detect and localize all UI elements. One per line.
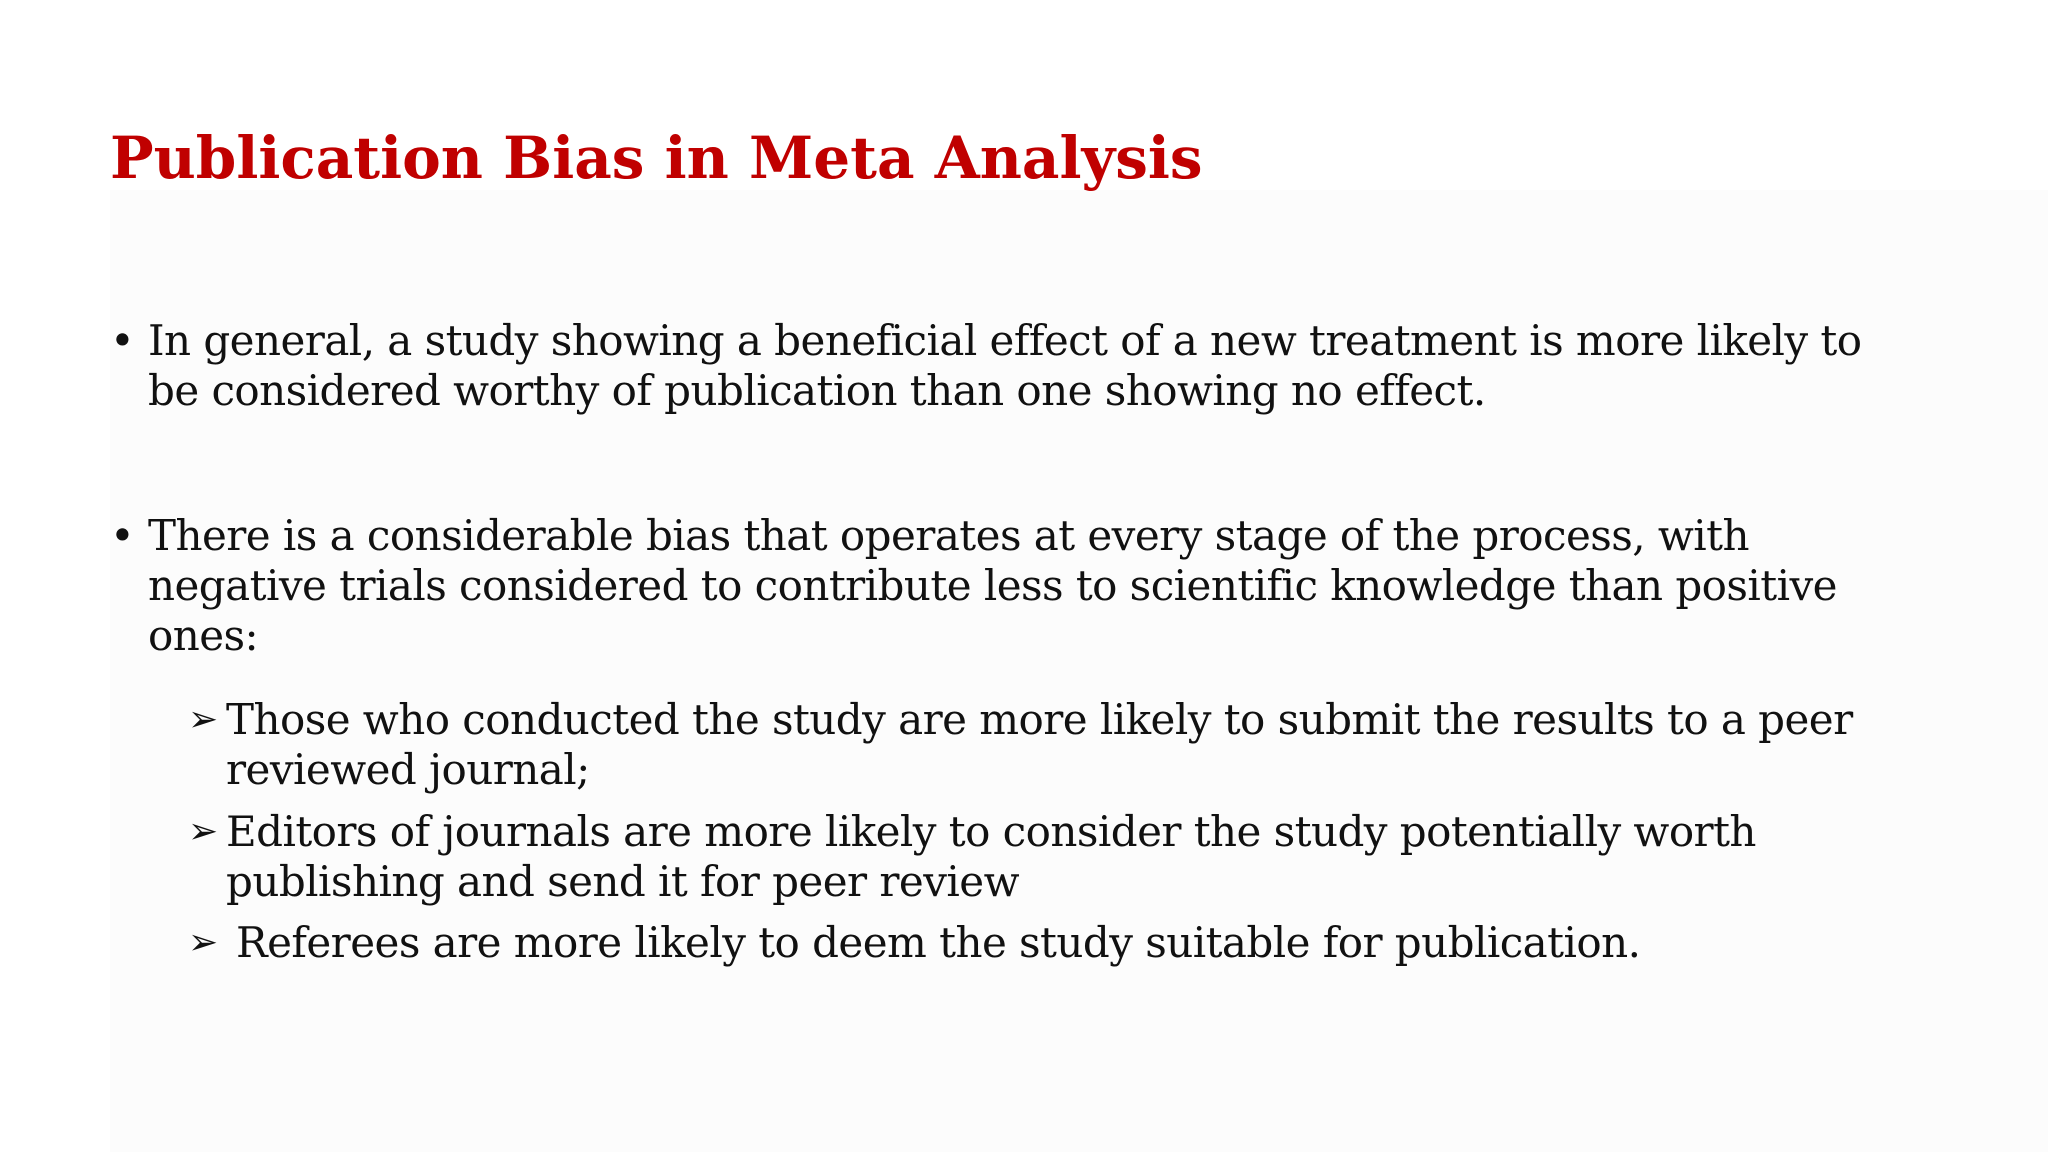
arrow-bullet-icon: ➢ — [188, 699, 219, 740]
sub-bullet-item — [188, 695, 1888, 795]
sub-bullet-item — [188, 807, 1888, 907]
arrow-bullet-icon: ➢ — [188, 922, 219, 963]
sub-bullet-text: Editors of journals are more likely to consider the study potentially worth publishing and send it for peer review — [226, 807, 1756, 906]
bullet-dot-icon: • — [110, 316, 135, 365]
arrow-bullet-icon: ➢ — [188, 811, 219, 852]
sub-bullet-item — [188, 918, 1888, 968]
bullet-text: There is a considerable bias that operates at every stage of the process, with negative trials considered to contribute less to scientific knowledge than positive ones: — [148, 511, 1837, 660]
bullet-dot-icon: • — [110, 511, 135, 560]
bullet-text: In general, a study showing a beneficial effect of a new treatment is more likely to be considered worthy of publication than one showing no effect. — [148, 316, 1862, 415]
sub-bullet-text: Those who conducted the study are more likely to submit the results to a peer reviewed journal; — [226, 695, 1853, 794]
slide-title: Publication Bias in Meta Analysis — [110, 124, 1203, 192]
bullet-item — [110, 511, 1890, 661]
sub-bullet-text: Referees are more likely to deem the study suitable for publication. — [236, 918, 1641, 967]
bullet-item — [110, 316, 1890, 416]
